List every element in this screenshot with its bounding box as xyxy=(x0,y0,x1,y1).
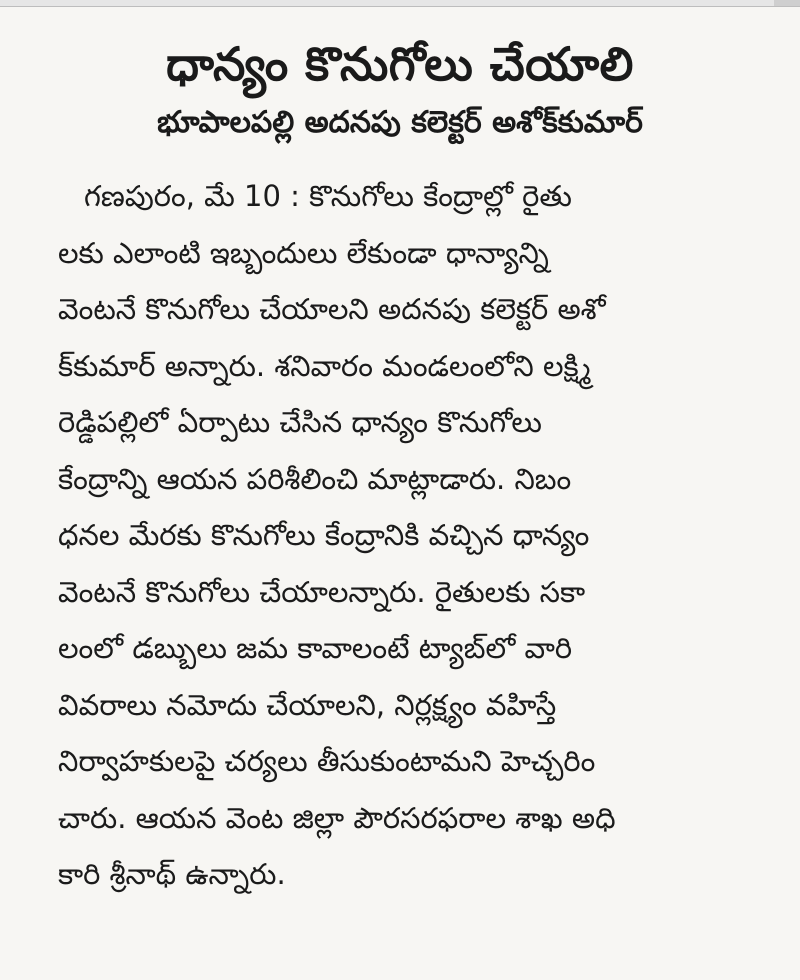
body-line: రెడ్డిపల్లిలో ఏర్పాటు చేసిన ధాన్యం కొనుగోలు xyxy=(58,405,542,439)
body-line: వెంటనే కొనుగోలు చేయాలని అదనపు కలెక్టర్ అశో xyxy=(58,292,606,326)
article-subheadline: భూపాలపల్లి అదనపు కలెక్టర్ అశోక్‌కుమార్ xyxy=(157,105,643,140)
body-line: లంలో డబ్బులు జమ కావాలంటే ట్యాబ్‌లో వారి xyxy=(58,631,573,665)
body-line: వెంటనే కొనుగోలు చేయాలన్నారు. రైతులకు సకా xyxy=(58,574,586,609)
body-line: ధనల మేరకు కొనుగోలు కేంద్రానికి వచ్చిన ధాన్యం xyxy=(58,518,590,552)
body-line: వివరాలు నమోదు చేయాలని, నిర్లక్ష్యం వహిస్తే xyxy=(58,687,557,722)
body-line: నిర్వాహకులపై చర్యలు తీసుకుంటామని హెచ్చరిం xyxy=(58,744,596,778)
news-clipping xyxy=(0,22,800,980)
article-body xyxy=(0,168,800,903)
body-line: కేంద్రాన్ని ఆయన పరిశీలించి మాట్లాడారు. నిబం xyxy=(58,461,572,496)
body-line: గణపురం, మే 10 : కొనుగోలు కేంద్రాల్లో రైతు xyxy=(84,179,572,213)
body-line: లకు ఎలాంటి ఇబ్బందులు లేకుండా ధాన్యాన్ని xyxy=(58,235,549,270)
body-line: చారు. ఆయన వెంట జిల్లా పౌరసరఫరాల శాఖ అధి xyxy=(58,800,616,835)
body-line: క్‌కుమార్ అన్నారు. శనివారం మండలంలోని లక్ష్మి xyxy=(58,348,591,383)
body-line: కారి శ్రీనాథ్ ఉన్నారు. xyxy=(58,857,286,891)
top-page-rule xyxy=(0,0,800,7)
article-headline: ధాన్యం కొనుగోలు చేయాలి xyxy=(166,37,634,91)
